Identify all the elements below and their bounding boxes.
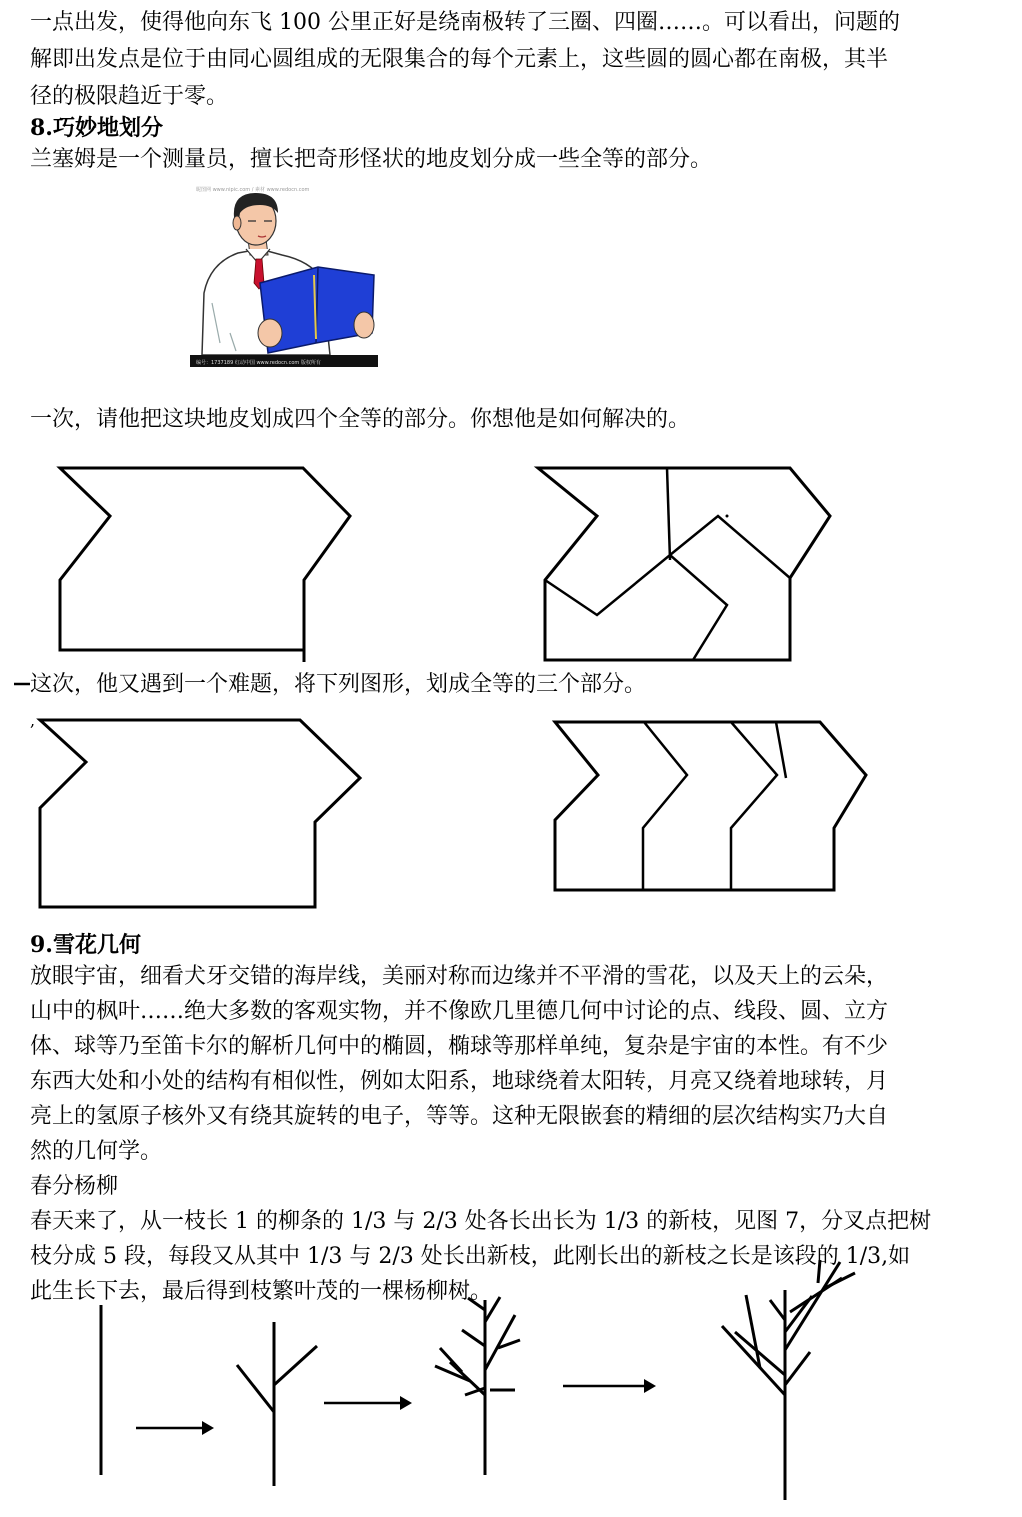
section-9-para-2: 山中的枫叶……绝大多数的客观实物，并不像欧几里德几何中讨论的点、线段、圆、立方	[30, 999, 889, 1024]
puzzle-shape-divided-three	[555, 722, 866, 890]
division-three-line-2	[731, 722, 777, 890]
arrow-2	[324, 1396, 412, 1410]
intro-line-2: 解即出发点是位于由同心圆组成的无限集合的每个元素上，这些圆的圆心都在南极，其半	[30, 47, 889, 72]
reading-man-svg	[190, 183, 378, 368]
section-8-title: 8.巧妙地划分	[30, 115, 163, 141]
willow-subtitle: 春分杨柳	[30, 1174, 119, 1199]
intro-line-3: 径的极限趋近于零。	[30, 84, 229, 109]
section-8-line-3: 这次，他又遇到一个难题，将下列图形，划成全等的三个部分。	[30, 672, 647, 697]
willow-stage-2	[237, 1322, 317, 1486]
section-9-title: 9.雪花几何	[30, 932, 141, 958]
section-9-para-6: 然的几何学。	[30, 1139, 163, 1164]
willow-stage-3	[435, 1297, 520, 1475]
willow-line-1: 春天来了，从一枝长 1 的柳条的 1/3 与 2/3 处各长出长为 1/3 的新枝，见图 7，分叉点把树	[30, 1209, 932, 1234]
section-9-para-3: 体、球等乃至笛卡尔的解析几何中的椭圆，椭球等那样单纯，复杂是宇宙的本性。有不少	[30, 1034, 889, 1059]
illustration-watermark-top: 昵图网 www.nipic.com / 素材 www.redocn.com	[196, 187, 310, 193]
division-three-line-1	[643, 722, 687, 890]
division-three-line-3	[776, 722, 820, 778]
section-8-line-2: 一次，请他把这块地皮划成四个全等的部分。你想他是如何解决的。	[30, 407, 691, 432]
stray-comma: ,	[30, 711, 36, 730]
puzzle-shape-divided-four	[538, 468, 830, 660]
arrow-1	[136, 1421, 214, 1435]
section-9-para-4: 东西大处和小处的结构有相似性，例如太阳系，地球绕着太阳转，月亮又绕着地球转，月	[30, 1069, 889, 1094]
division-line-1	[667, 468, 670, 560]
willow-line-3: 此生长下去，最后得到枝繁叶茂的一棵杨柳树。	[30, 1279, 493, 1304]
arrow-3	[563, 1379, 656, 1393]
reading-man-illustration	[190, 183, 378, 368]
illustration-watermark-bottom: 编号：1737189 红动中国 www.redocn.com 版权所有	[196, 360, 321, 366]
stray-dot	[726, 515, 729, 518]
willow-line-2: 枝分成 5 段，每段又从其中 1/3 与 2/3 处长出新枝，此刚长出的新枝之长是该段的 1/3,如	[30, 1244, 911, 1269]
section-8-line-1: 兰塞姆是一个测量员，擅长把奇形怪状的地皮划分成一些全等的部分。	[30, 147, 713, 172]
puzzle-shape-original	[60, 468, 350, 662]
intro-line-1: 一点出发，使得他向东飞 100 公里正好是绕南极转了三圈、四圈……。可以看出，问题的	[30, 10, 900, 35]
puzzle-shape-three-original	[40, 720, 360, 907]
division-line-3	[670, 516, 790, 578]
division-line-2	[545, 555, 727, 660]
section-9-para-5: 亮上的氢原子核外又有绕其旋转的电子，等等。这种无限嵌套的精细的层次结构实乃大自	[30, 1104, 889, 1129]
section-9-para-1: 放眼宇宙，细看犬牙交错的海岸线，美丽对称而边缘并不平滑的雪花，以及天上的云朵，	[30, 964, 889, 989]
